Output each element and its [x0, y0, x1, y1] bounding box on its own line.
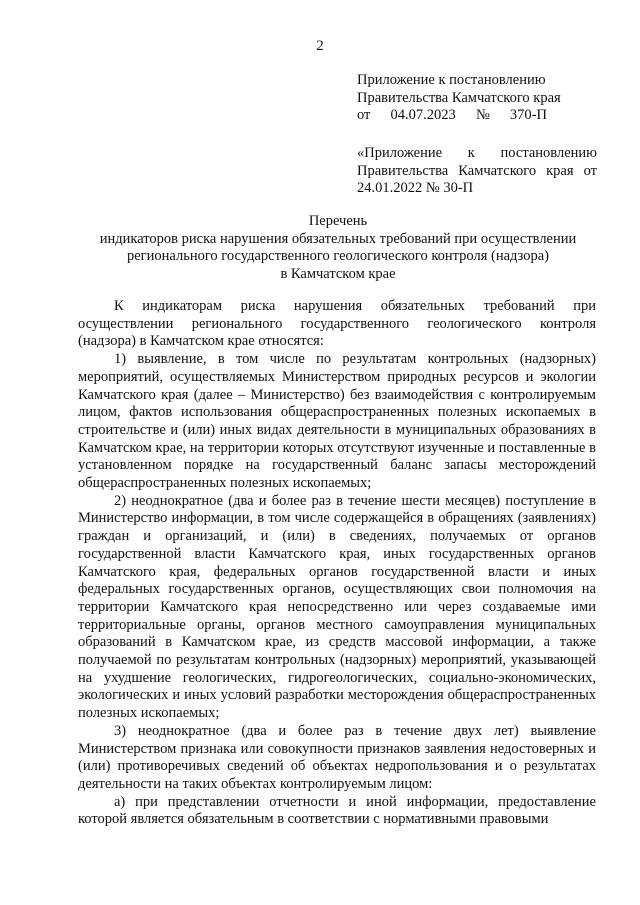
quoted-appendix: «Приложение к постановлению Правительства Камчатского края от 24.01.2022 № 30-П [357, 145, 597, 196]
item-2-paragraph: 2) неоднократное (два и более раз в течение шести месяцев) поступление в Министерство информации, в том числе содержащейся в обращениях (заявлениях) граждан и организаций, и (или) в сведениях, получаемых от органов государственной власти Камчатского края, иных государственных органов Камчатского края, федеральных органов государственной власти и иных федеральных государственных органов, осуществляющих свои полномочия на территории Камчатского края непосредственно или через создаваемые ими территориальные органы, органов местного самоуправления муниципальных образований в Камчатском крае, из средств массовой информации, а также получаемой по результатам контрольных (надзорных) мероприятий, указывающей на ухудшение геологических, гидрогеологических, социально-экономических, экологических и иных условий разработки месторождения общераспространенных полезных ископаемых; [78, 492, 596, 722]
title-line-1: Перечень [308, 213, 368, 229]
appendix-date-row [357, 107, 547, 125]
appendix-header [357, 72, 597, 125]
item-3a-paragraph: а) при представлении отчетности и иной информации, предоставление которой является обязательным в соответствии с нормативными правовыми [78, 793, 596, 828]
document-title [40, 213, 636, 283]
title-line-4: в Камчатском крае [280, 265, 396, 282]
title-line-3: регионального государственного геологического контроля (надзора) [127, 248, 549, 264]
appendix-line-2: Правительства Камчатского края [357, 89, 561, 106]
number-label: № [475, 107, 490, 123]
appendix-line-1: Приложение к постановлению [357, 72, 546, 88]
appendix-number: 370-П [509, 107, 547, 123]
appendix-date: 04.07.2023 [390, 107, 456, 123]
item-1-paragraph: 1) выявление, в том числе по результатам контрольных (надзорных) мероприятий, осуществляемых Министерством природных ресурсов и экологии Камчатского края (далее – Министерство) без взаимодействия с контролируемым лицом, фактов использования общераспространенных полезных ископаемых в строительстве и (или) иных видах деятельности в муниципальных образованиях в Камчатском крае, на территории которых отсутствуют изученные и поставленные в установленном порядке на государственный баланс запасы месторождений общераспространенных полезных ископаемых; [78, 351, 596, 492]
title-line-2: индикаторов риска нарушения обязательных требований при осуществлении [99, 230, 577, 247]
document-body [78, 298, 596, 829]
intro-paragraph: К индикаторам риска нарушения обязательных требований при осуществлении регионального государственного геологического контроля (надзора) в Камчатском крае относятся: [78, 298, 596, 350]
from-label: от [357, 107, 371, 123]
item-3-paragraph: 3) неоднократное (два и более раз в течение двух лет) выявление Министерством признака или совокупности признаков заявления недостоверных и (или) противоречивых сведений об объектах недропользования и о результатах деятельности на таких объектах контролируемым лицом: [78, 722, 596, 792]
page-number: 2 [316, 38, 324, 54]
